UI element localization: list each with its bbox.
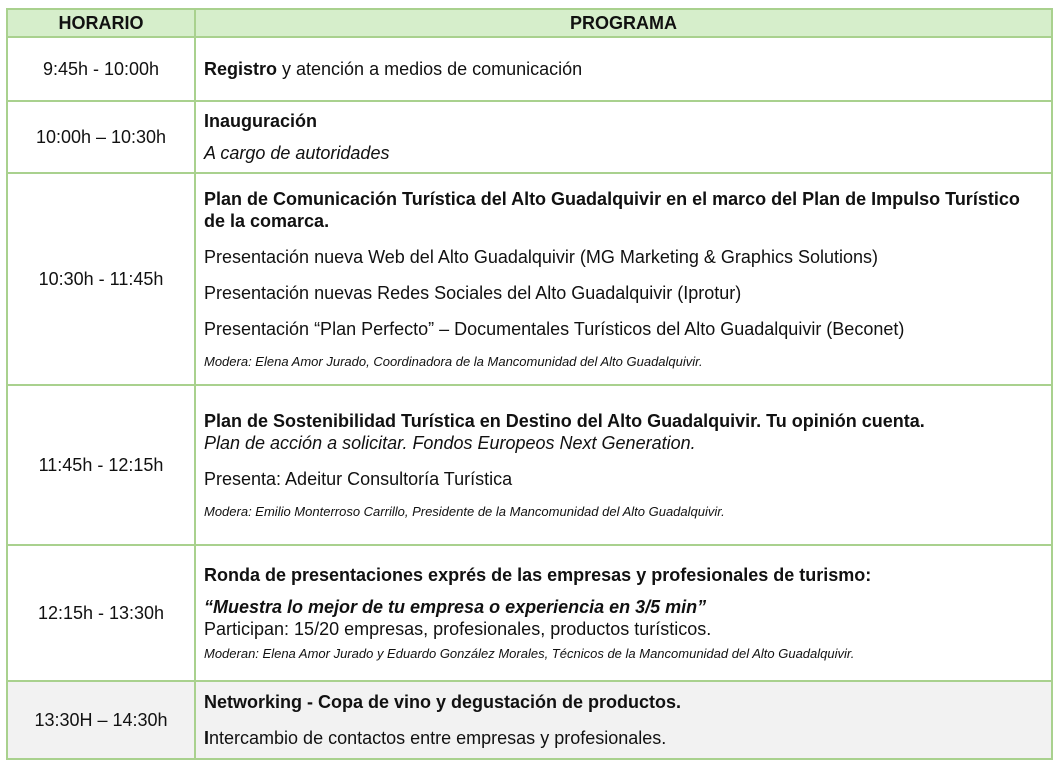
table-row (7, 101, 1052, 173)
row-time: 10:00h – 10:30h (7, 101, 195, 173)
schedule-table (6, 8, 1053, 760)
row-title: Plan de Comunicación Turística del Alto Guadalquivir en el marco del Plan de Impulso Turístico de la comarca. (204, 189, 1020, 231)
row-item: Presentación nuevas Redes Sociales del Alto Guadalquivir (Iprotur) (204, 283, 742, 303)
row-item: Participan: 15/20 empresas, profesionales, productos turísticos. (204, 619, 712, 639)
row-subtitle: Plan de acción a solicitar. Fondos Europeos Next Generation. (204, 433, 696, 453)
table-row (7, 385, 1052, 545)
row-title: Ronda de presentaciones exprés de las empresas y profesionales de turismo: (204, 565, 872, 585)
row-program (195, 101, 1052, 173)
row-item-initial: I (204, 728, 210, 748)
row-title: Inauguración (204, 111, 318, 131)
row-title-rest: y atención a medios de comunicación (277, 59, 583, 79)
row-title: Plan de Sostenibilidad Turística en Destino del Alto Guadalquivir. Tu opinión cuenta. (204, 411, 925, 431)
row-subtitle: A cargo de autoridades (204, 143, 390, 163)
header-programa: PROGRAMA (195, 9, 1052, 37)
row-item-rest: ntercambio de contactos entre empresas y profesionales. (209, 728, 667, 748)
row-program (195, 37, 1052, 101)
row-title-bold: Registro (204, 59, 278, 79)
row-time: 12:15h - 13:30h (7, 545, 195, 681)
row-item: Presentación nueva Web del Alto Guadalquivir (MG Marketing & Graphics Solutions) (204, 247, 878, 267)
header-row (7, 9, 1052, 37)
schedule (6, 8, 1051, 760)
row-moderator: Modera: Emilio Monterroso Carrillo, Presidente de la Mancomunidad del Alto Guadalquivir. (204, 504, 725, 519)
row-time: 11:45h - 12:15h (7, 385, 195, 545)
row-time: 10:30h - 11:45h (7, 173, 195, 385)
header-horario: HORARIO (7, 9, 195, 37)
row-item: Presenta: Adeitur Consultoría Turística (204, 469, 513, 489)
row-program (195, 385, 1052, 545)
row-item (204, 727, 1045, 749)
row-time: 13:30H – 14:30h (7, 681, 195, 759)
table-row (7, 681, 1052, 759)
table-row (7, 545, 1052, 681)
table-row (7, 37, 1052, 101)
row-quote: “Muestra lo mejor de tu empresa o experiencia en 3/5 min” (204, 597, 707, 617)
row-moderator: Modera: Elena Amor Jurado, Coordinadora de la Mancomunidad del Alto Guadalquivir. (204, 354, 703, 369)
row-title: Networking - Copa de vino y degustación de productos. (204, 692, 682, 712)
row-program (195, 545, 1052, 681)
row-time: 9:45h - 10:00h (7, 37, 195, 101)
row-program (195, 173, 1052, 385)
row-program (195, 681, 1052, 759)
row-item: Presentación “Plan Perfecto” – Documentales Turísticos del Alto Guadalquivir (Beconet) (204, 319, 905, 339)
row-moderator: Moderan: Elena Amor Jurado y Eduardo González Morales, Técnicos de la Mancomunidad del Alto Guadalquivir. (204, 646, 855, 661)
table-row (7, 173, 1052, 385)
